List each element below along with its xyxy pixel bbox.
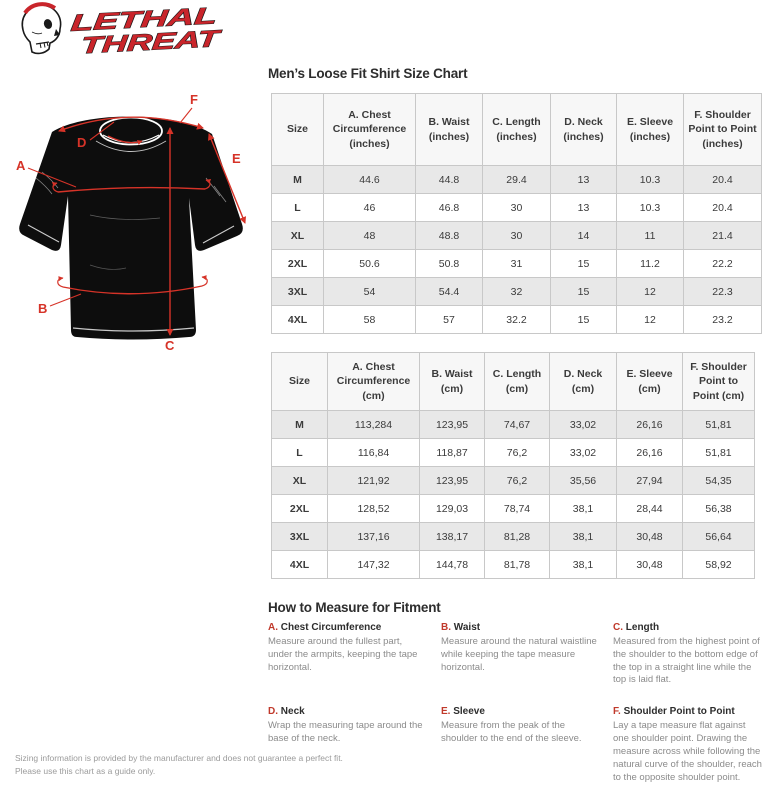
value-cell: 50.6: [324, 250, 416, 278]
value-cell: 21.4: [684, 222, 762, 250]
value-cell: 48.8: [416, 222, 483, 250]
value-cell: 28,44: [617, 495, 683, 523]
size-cell: XL: [272, 467, 328, 495]
value-cell: 29.4: [483, 166, 551, 194]
measure-item-chest: [268, 622, 441, 687]
measure-letter: D.: [268, 706, 278, 718]
value-cell: 23.2: [684, 306, 762, 334]
col-header-neck: D. Neck (cm): [550, 353, 617, 411]
disclaimer-footer: [15, 752, 343, 778]
size-cell: 2XL: [272, 250, 324, 278]
value-cell: 35,56: [550, 467, 617, 495]
skull-logo-graphic: [14, 2, 232, 58]
value-cell: 13: [551, 166, 617, 194]
col-header-shoulder: F. Shoulder Point to Point (inches): [684, 94, 762, 166]
measure-description: Measure around the fullest part, under the armpits, keeping the tape horizontal.: [268, 636, 418, 673]
value-cell: 26,16: [617, 439, 683, 467]
size-table-inches: [271, 93, 762, 334]
value-cell: 10.3: [617, 166, 684, 194]
size-cell: L: [272, 439, 328, 467]
measure-name: Length: [625, 622, 660, 633]
measure-letter: F.: [613, 706, 621, 718]
measure-item-length: [613, 622, 778, 687]
diagram-label-d: D: [77, 135, 87, 150]
measure-letter: E.: [441, 706, 451, 718]
value-cell: 81,78: [485, 551, 550, 579]
value-cell: 30: [483, 222, 551, 250]
measure-name: Waist: [453, 622, 481, 633]
table-header-row: [272, 353, 755, 411]
table-header-row: [272, 94, 762, 166]
value-cell: 81,28: [485, 523, 550, 551]
value-cell: 129,03: [420, 495, 485, 523]
disclaimer-line-2: Please use this chart as a guide only.: [15, 765, 156, 776]
value-cell: 15: [551, 306, 617, 334]
shirt-measurement-diagram: [0, 82, 260, 367]
size-cell: 4XL: [272, 551, 328, 579]
value-cell: 15: [551, 250, 617, 278]
value-cell: 30,48: [617, 523, 683, 551]
size-cell: 4XL: [272, 306, 324, 334]
col-header-length: C. Length (cm): [485, 353, 550, 411]
value-cell: 51,81: [683, 439, 755, 467]
col-header-chest: A. Chest Circumference (cm): [328, 353, 420, 411]
measure-name: Sleeve: [453, 706, 485, 718]
measure-instructions: [268, 622, 778, 784]
value-cell: 48: [324, 222, 416, 250]
measure-description: Lay a tape measure flat against one shoulder point. Drawing the measure across while following the natural curve of the shoulder, reach to the opposite shoulder point.: [613, 720, 762, 783]
table-row: [272, 278, 762, 306]
table-row: [272, 250, 762, 278]
table-row: [272, 439, 755, 467]
value-cell: 51,81: [683, 411, 755, 439]
value-cell: 30,48: [617, 551, 683, 579]
col-header-sleeve: E. Sleeve (cm): [617, 353, 683, 411]
lethal-threat-logo: [14, 2, 232, 58]
table-row: [272, 551, 755, 579]
value-cell: 138,17: [420, 523, 485, 551]
size-cell: 2XL: [272, 495, 328, 523]
curl-b-right: [202, 277, 207, 286]
tshirt-silhouette: [19, 116, 243, 339]
col-header-waist: B. Waist (cm): [420, 353, 485, 411]
value-cell: 137,16: [328, 523, 420, 551]
measure-description: Measure around the natural waistline while keeping the tape measure horizontal.: [441, 636, 597, 673]
measure-item-waist: [441, 622, 613, 687]
value-cell: 57: [416, 306, 483, 334]
measure-name: Neck: [280, 706, 305, 718]
disclaimer-line-1: Sizing information is provided by the manufacturer and does not guarantee a perfect fit.: [15, 753, 343, 763]
value-cell: 121,92: [328, 467, 420, 495]
value-cell: 32: [483, 278, 551, 306]
value-cell: 74,67: [485, 411, 550, 439]
value-cell: 54,35: [683, 467, 755, 495]
value-cell: 128,52: [328, 495, 420, 523]
measure-heading: [268, 622, 425, 633]
table-row: [272, 495, 755, 523]
value-cell: 20.4: [684, 194, 762, 222]
table-row: [272, 306, 762, 334]
value-cell: 44.6: [324, 166, 416, 194]
value-cell: 12: [617, 306, 684, 334]
col-header-size: Size: [272, 353, 328, 411]
value-cell: 12: [617, 278, 684, 306]
table-row: [272, 523, 755, 551]
measure-letter: B.: [441, 622, 451, 633]
table-row: [272, 411, 755, 439]
size-cell: L: [272, 194, 324, 222]
measure-heading: [613, 706, 762, 717]
value-cell: 46.8: [416, 194, 483, 222]
value-cell: 27,94: [617, 467, 683, 495]
measure-letter: A.: [268, 622, 278, 633]
value-cell: 54.4: [416, 278, 483, 306]
how-to-measure-title: How to Measure for Fitment: [268, 600, 441, 615]
value-cell: 14: [551, 222, 617, 250]
value-cell: 58: [324, 306, 416, 334]
measure-description: Wrap the measuring tape around the base of the neck.: [268, 720, 423, 745]
col-header-shoulder: F. Shoulder Point to Point (cm): [683, 353, 755, 411]
value-cell: 20.4: [684, 166, 762, 194]
value-cell: 13: [551, 194, 617, 222]
value-cell: 38,1: [550, 551, 617, 579]
value-cell: 33,02: [550, 411, 617, 439]
value-cell: 31: [483, 250, 551, 278]
diagram-label-f: F: [190, 92, 198, 107]
value-cell: 76,2: [485, 467, 550, 495]
col-header-waist: B. Waist (inches): [416, 94, 483, 166]
diagram-label-e: E: [232, 151, 241, 166]
value-cell: 44.8: [416, 166, 483, 194]
tshirt-diagram-graphic: [0, 82, 260, 367]
value-cell: 15: [551, 278, 617, 306]
measure-item-sleeve: [441, 706, 613, 784]
value-cell: 11: [617, 222, 684, 250]
diagram-label-b: B: [38, 301, 48, 316]
value-cell: 78,74: [485, 495, 550, 523]
col-header-size: Size: [272, 94, 324, 166]
table-row: [272, 467, 755, 495]
size-cell: 3XL: [272, 278, 324, 306]
value-cell: 10.3: [617, 194, 684, 222]
value-cell: 144,78: [420, 551, 485, 579]
size-table-cm: [271, 352, 755, 579]
col-header-chest: A. Chest Circumference (inches): [324, 94, 416, 166]
size-cell: 3XL: [272, 523, 328, 551]
size-cell: M: [272, 166, 324, 194]
value-cell: 76,2: [485, 439, 550, 467]
pointer-f: [180, 108, 192, 123]
logo-word-threat: THREAT: [79, 27, 174, 58]
value-cell: 38,1: [550, 523, 617, 551]
col-header-sleeve: E. Sleeve (inches): [617, 94, 684, 166]
value-cell: 123,95: [420, 467, 485, 495]
logo-word-lethal: LETHAL: [69, 5, 163, 36]
value-cell: 113,284: [328, 411, 420, 439]
value-cell: 118,87: [420, 439, 485, 467]
skull-icon: [22, 4, 60, 53]
value-cell: 54: [324, 278, 416, 306]
value-cell: 56,38: [683, 495, 755, 523]
diagram-label-a: A: [16, 158, 26, 173]
measure-heading: [441, 706, 597, 717]
measure-letter: C.: [613, 622, 623, 633]
value-cell: 32.2: [483, 306, 551, 334]
value-cell: 50.8: [416, 250, 483, 278]
logo-wordmark: [68, 2, 225, 58]
value-cell: 147,32: [328, 551, 420, 579]
measure-name: Chest Circumference: [280, 622, 382, 633]
table-row: [272, 222, 762, 250]
value-cell: 56,64: [683, 523, 755, 551]
measure-description: Measure from the peak of the shoulder to the end of the sleeve.: [441, 720, 582, 745]
value-cell: 22.2: [684, 250, 762, 278]
col-header-neck: D. Neck (inches): [551, 94, 617, 166]
table-row: [272, 166, 762, 194]
value-cell: 22.3: [684, 278, 762, 306]
value-cell: 46: [324, 194, 416, 222]
value-cell: 11.2: [617, 250, 684, 278]
curl-b-left: [58, 278, 63, 287]
value-cell: 30: [483, 194, 551, 222]
value-cell: 116,84: [328, 439, 420, 467]
value-cell: 33,02: [550, 439, 617, 467]
measure-description: Measured from the highest point of the shoulder to the bottom edge of the top in a straight line while the top is laid flat.: [613, 636, 760, 686]
diagram-label-c: C: [165, 338, 175, 353]
value-cell: 38,1: [550, 495, 617, 523]
value-cell: 58,92: [683, 551, 755, 579]
measure-item-shoulder: [613, 706, 778, 784]
measure-heading: [441, 622, 597, 633]
value-cell: 123,95: [420, 411, 485, 439]
table-row: [272, 194, 762, 222]
size-cell: M: [272, 411, 328, 439]
measure-name: Shoulder Point to Point: [623, 706, 735, 718]
col-header-length: C. Length (inches): [483, 94, 551, 166]
measure-heading: [268, 706, 425, 717]
page-title: Men’s Loose Fit Shirt Size Chart: [268, 66, 468, 81]
size-cell: XL: [272, 222, 324, 250]
measure-heading: [613, 622, 762, 633]
value-cell: 26,16: [617, 411, 683, 439]
